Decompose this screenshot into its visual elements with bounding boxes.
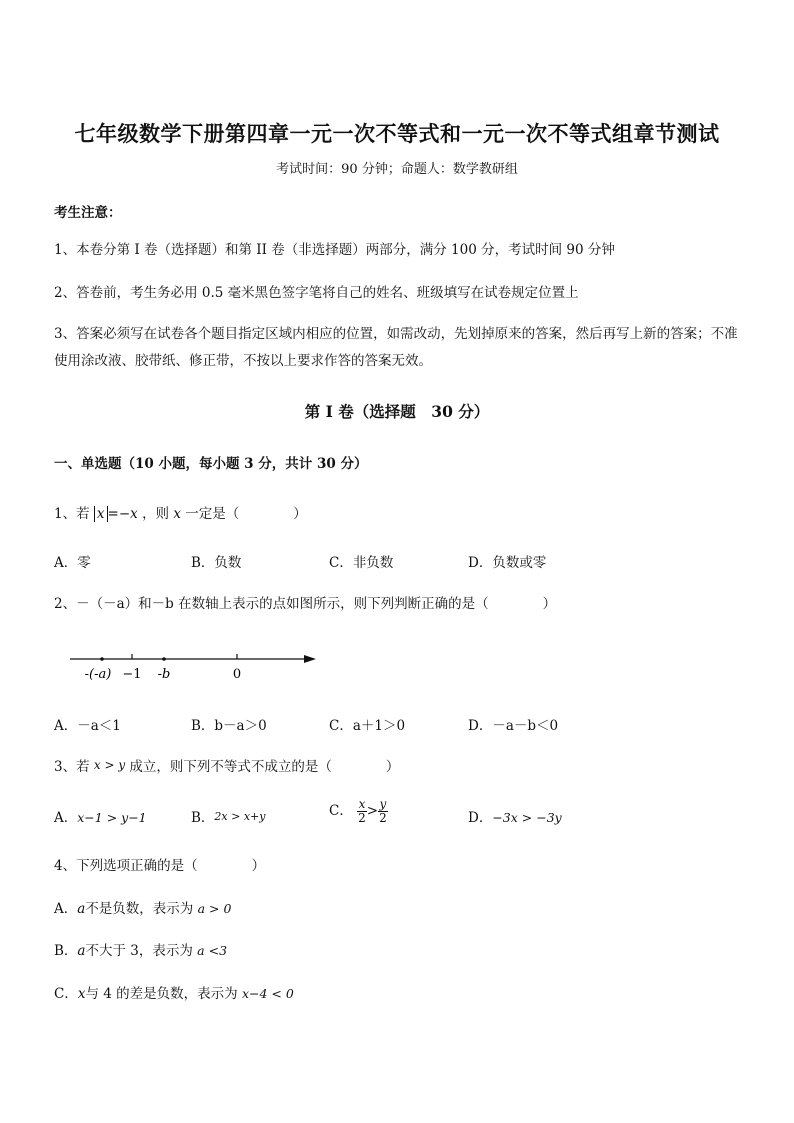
q3-option-d-label: D． xyxy=(468,810,493,826)
exam-subtitle: 考试时间：90 分钟；命题人：数学教研组 xyxy=(276,162,518,177)
q3-option-b-expr: 2x > x+y xyxy=(214,810,266,823)
q2-option-c[interactable]: C．a＋1＞0 xyxy=(329,718,406,734)
q4-option-c-expr: x−4 < 0 xyxy=(241,986,294,1001)
q1-option-b[interactable]: B．负数 xyxy=(191,555,242,571)
notice-item-1: 1、本卷分第 I 卷（选择题）和第 II 卷（非选择题）两部分，满分 100 分，考试时间 90 分钟 xyxy=(54,242,615,258)
question-2: 2、－（－a）和－b 在数轴上表示的点如图所示，则下列判断正确的是（ ） xyxy=(54,596,557,612)
question-4: 4、下列选项正确的是（ ） xyxy=(54,858,266,874)
q4-option-b-text: 不大于 3，表示为 xyxy=(85,943,193,959)
q2-option-a[interactable]: A．－a＜1 xyxy=(54,718,121,734)
q3-option-c-gt: > xyxy=(366,803,379,819)
q3-option-a-expr: x−1 > y−1 xyxy=(77,810,147,825)
q3-option-c-label: C． xyxy=(329,803,353,819)
q4-option-c-var: x xyxy=(77,986,86,1002)
q3-suffix: 成立，则下列不等式不成立的是（ ） xyxy=(129,759,400,775)
q4-option-a-var: a xyxy=(77,901,86,917)
q3-prefix: 3、若 xyxy=(54,759,90,775)
q3-option-c-frac-right: $\frac{y}{2}$ xyxy=(379,797,387,825)
q3-option-b-label: B． xyxy=(191,810,215,826)
question-1 xyxy=(54,502,307,522)
q4-option-a-text: 不是负数，表示为 xyxy=(85,901,194,917)
label-neg-neg-a: -(-a) xyxy=(84,667,112,682)
section-title: 第 I 卷（选择题 30 分） xyxy=(304,402,490,421)
part-heading: 一、单选题（10 小题，每小题 3 分，共计 30 分） xyxy=(54,456,368,472)
q3-option-b[interactable] xyxy=(191,806,265,826)
q1-option-d[interactable]: D．负数或零 xyxy=(468,555,547,571)
q1-abs-value: x xyxy=(94,506,108,522)
q3-option-d-expr: −3x > −3y xyxy=(492,810,562,825)
notice-heading: 考生注意： xyxy=(54,205,122,221)
q3-option-d[interactable] xyxy=(468,806,562,826)
q4-option-a[interactable] xyxy=(54,897,231,917)
q1-prefix: 1、若 xyxy=(54,506,90,522)
q1-middle: ，则 xyxy=(142,506,170,522)
q1-eq-rhs: =−x xyxy=(107,506,138,522)
q3-option-c-frac-left: $\frac{x}{2}$ xyxy=(358,797,366,825)
point-neg-neg-a xyxy=(100,657,104,661)
q4-option-b-expr: a <3 xyxy=(197,943,228,958)
label-neg-b: -b xyxy=(157,667,171,682)
q4-option-b-label: B． xyxy=(54,943,78,959)
number-line-arrow xyxy=(304,655,316,663)
q3-condition: x > y xyxy=(93,758,126,772)
q1-var: x xyxy=(173,506,181,522)
q1-option-c[interactable]: C．非负数 xyxy=(329,555,394,571)
q3-option-c[interactable] xyxy=(329,798,388,825)
q3-option-a-label: A． xyxy=(54,810,78,826)
notice-item-3: 3、答案必须写在试卷各个题目指定区域内相应的位置，如需改动，先划掉原来的答案，然后再写上新的答案；不准使用涂改液、胶带纸、修正带，不按以上要求作答的答案无效。 xyxy=(54,326,738,369)
q4-option-a-expr: a > 0 xyxy=(197,901,232,916)
notice-item-2: 2、答卷前，考生务必用 0.5 毫米黑色签字笔将自己的姓名、班级填写在试卷规定位置上 xyxy=(54,285,579,301)
number-line-figure xyxy=(60,645,330,685)
q3-option-a[interactable] xyxy=(54,806,147,826)
q1-suffix: 一定是（ ） xyxy=(185,506,307,522)
label-zero: 0 xyxy=(232,667,242,682)
exam-title: 七年级数学下册第四章一元一次不等式和一元一次不等式组章节测试 xyxy=(74,121,720,146)
q2-option-b[interactable]: B．b－a＞0 xyxy=(191,718,267,734)
q4-option-c-label: C． xyxy=(54,986,78,1002)
label-neg-one: −1 xyxy=(122,667,142,682)
question-3 xyxy=(54,755,399,775)
q4-option-a-label: A． xyxy=(54,901,78,917)
q4-option-c[interactable] xyxy=(54,982,294,1002)
q4-option-b-var: a xyxy=(77,943,86,959)
q4-option-b[interactable] xyxy=(54,939,227,959)
q1-option-a[interactable]: A．零 xyxy=(54,555,91,571)
point-neg-b xyxy=(162,657,166,661)
q4-option-c-text: 与 4 的差是负数，表示为 xyxy=(85,986,238,1002)
q2-option-d[interactable]: D．－a－b＜0 xyxy=(468,718,559,734)
